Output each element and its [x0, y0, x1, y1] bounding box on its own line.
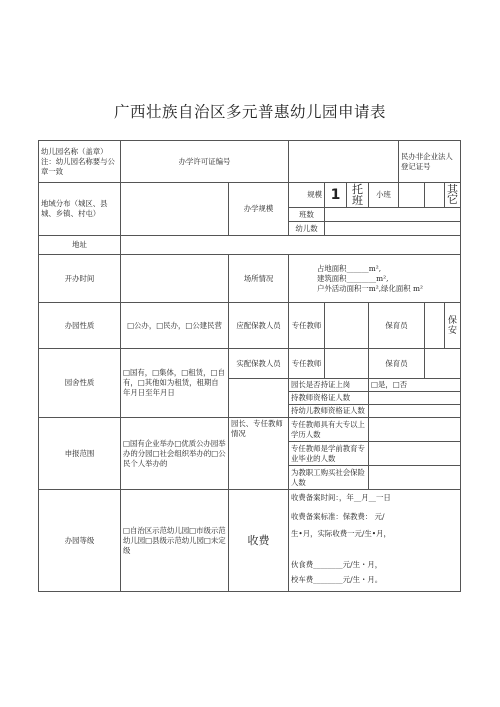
college-degree-label: 专任教师具有大专以上学历人数 [289, 418, 369, 442]
row-scope [39, 418, 461, 442]
required-care-field[interactable] [425, 303, 445, 349]
insurance-label: 为教职工购买社会保险人数 [289, 466, 369, 490]
row-nature [39, 303, 461, 349]
permit-number-label: 办学许可证编号 [121, 141, 289, 183]
scale-col-small: 小班 [369, 183, 399, 208]
opening-time-field[interactable] [121, 255, 229, 303]
required-teacher-label: 专任教师 [289, 303, 325, 349]
fee-actual: 生•月，实际收费一元/生•月， [291, 529, 391, 538]
scope-options[interactable]: □国有企业举办□优质公办园举办的分园□社会组织举办的□公民个人举办的 [121, 418, 229, 490]
row-ownership [39, 349, 461, 379]
cert-preschool-label: 持幼儿教师资格证人数 [289, 405, 369, 418]
fee-school-bus: 校车费________元/生・月。 [291, 575, 383, 584]
cert-preschool-field[interactable] [369, 405, 461, 418]
region-label: 地域分布（城区、县城、乡镇、村屯） [39, 183, 121, 236]
address-field[interactable] [121, 236, 461, 255]
children-label: 幼儿数 [289, 222, 325, 236]
building-area-line: 建筑面积________m², [317, 273, 389, 283]
cert-teacher-field[interactable] [369, 392, 461, 405]
row-kindergarten-name [39, 141, 461, 183]
scale-sub-label: 规模 [289, 183, 325, 208]
head-teacher-label: 园长、专任教师情况 [229, 418, 289, 490]
row-opening-site [39, 255, 461, 303]
actual-staff-label: 实配保教人员 [229, 349, 289, 379]
kindergarten-name-label: 幼儿园名称（盖章）注：幼儿园名称要与公章一致 [39, 141, 121, 183]
page-title: 广西壮族自治区多元普惠幼儿园申请表 [113, 103, 386, 121]
scale-col-nursery: 托班 [347, 183, 369, 208]
row-region-scale [39, 183, 461, 208]
cert-head-options[interactable]: □是，□否 [369, 379, 461, 392]
row-address [39, 236, 461, 255]
scale-col-1: 1 [325, 183, 347, 208]
fee-label: 收费 [229, 490, 289, 592]
permit-number-field[interactable] [289, 141, 399, 183]
scale-col-other: 其它 [445, 183, 461, 208]
fee-record-standard: 收费备案标准：保教费： 元/ [291, 512, 385, 521]
actual-teacher-label: 专任教师 [289, 349, 325, 379]
row-grade-fees [39, 490, 461, 592]
cert-head-label: 园长是否持证上岗 [289, 379, 369, 392]
land-area-line: 占地面积______m², [317, 263, 382, 273]
cert-blank-cell [229, 379, 289, 418]
grade-label: 办园等级 [39, 490, 121, 592]
actual-care-field[interactable] [425, 349, 461, 379]
classes-field[interactable] [325, 208, 461, 222]
site-label: 场所情况 [229, 255, 289, 303]
application-form-table [38, 140, 461, 592]
actual-teacher-field[interactable] [325, 349, 369, 379]
preschool-major-label: 专任教师是学前教育专业毕业的人数 [289, 442, 369, 466]
fee-details-cell [289, 490, 461, 592]
opening-time-label: 开办时间 [39, 255, 121, 303]
preschool-major-field[interactable] [369, 442, 461, 466]
grade-options[interactable]: □自治区示范幼儿园□市级示范幼儿园□县级示范幼儿园□未定级 [121, 490, 229, 592]
nature-label: 办园性质 [39, 303, 121, 349]
region-field[interactable] [121, 183, 229, 236]
outdoor-area-line: 户外活动面积一m²,绿化面积 m² [317, 283, 423, 293]
fee-meals: 伙食费________元/生・月， [291, 560, 383, 569]
cert-teacher-label: 持教师资格证人数 [289, 392, 369, 405]
nature-options[interactable]: □公办，□民办，□公建民营 [121, 303, 229, 349]
required-security-label: 保安 [445, 303, 461, 349]
scope-label: 申报范围 [39, 418, 121, 490]
scale-col-empty-1 [399, 183, 425, 208]
children-field[interactable] [325, 222, 461, 236]
classes-label: 班数 [289, 208, 325, 222]
required-staff-label: 应配保教人员 [229, 303, 289, 349]
college-degree-field[interactable] [369, 418, 461, 442]
ownership-options[interactable]: □国有，□集体，□租赁，□自有，□其他如为租赁，租期自年月日至年月日 [121, 349, 229, 418]
required-care-label: 保育员 [369, 303, 425, 349]
scale-col-empty-2 [425, 183, 445, 208]
fee-record-time: 收费备案时间：，年__月__一日 [291, 493, 391, 502]
site-area-cell [289, 255, 461, 303]
address-label: 地址 [39, 236, 121, 255]
ownership-label: 园舍性质 [39, 349, 121, 418]
insurance-field[interactable] [369, 466, 461, 490]
actual-care-label: 保育员 [369, 349, 425, 379]
required-teacher-field[interactable] [325, 303, 369, 349]
civil-registration-label: 民办非企业法人登记证号 [399, 141, 461, 183]
school-scale-label: 办学规模 [229, 183, 289, 236]
